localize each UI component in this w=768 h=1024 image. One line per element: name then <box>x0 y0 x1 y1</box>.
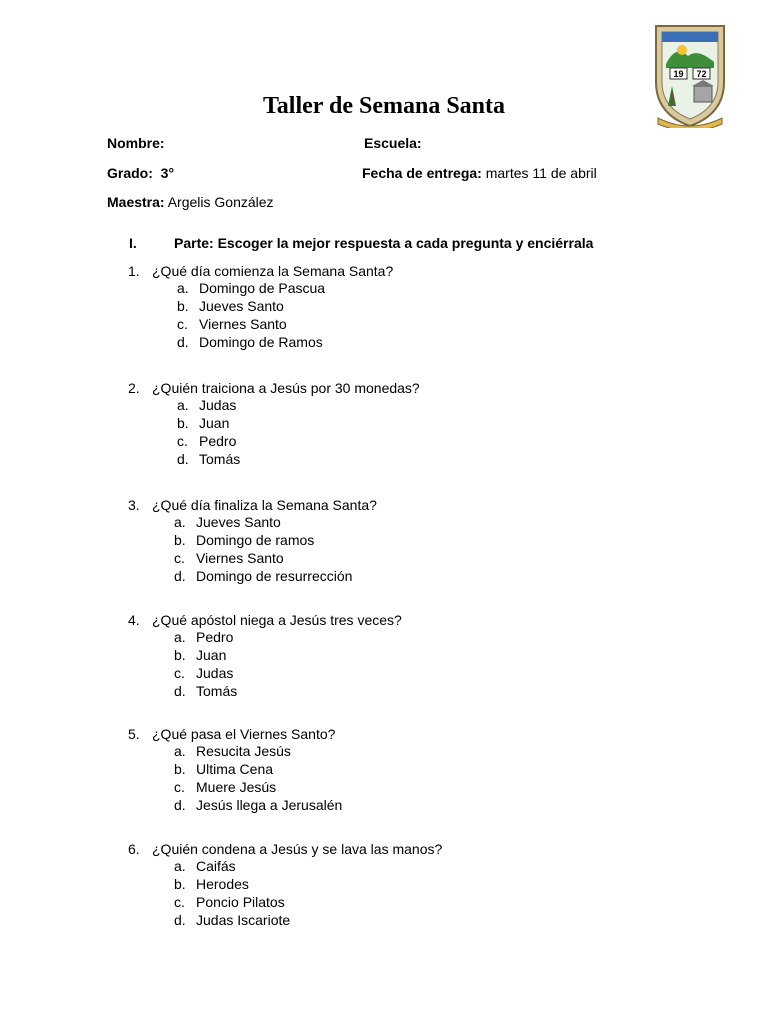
answer-option[interactable]: d. Tomás <box>177 451 241 467</box>
maestra-label: Maestra: <box>107 194 165 210</box>
answer-options <box>174 628 402 700</box>
maestra-field <box>107 194 274 210</box>
fecha-label: Fecha de entrega: <box>362 165 482 181</box>
answer-option[interactable]: b. Jueves Santo <box>177 298 284 314</box>
answer-option[interactable]: c. Muere Jesús <box>174 779 277 795</box>
question-number: 6. <box>128 841 140 857</box>
answer-option[interactable]: a. Resucita Jesús <box>174 743 291 759</box>
section-number: I. <box>129 235 137 251</box>
answer-option[interactable]: b. Ultima Cena <box>174 761 274 777</box>
crest-year-right: 72 <box>696 69 707 79</box>
answer-option[interactable]: b. Domingo de ramos <box>174 532 315 548</box>
question-text: ¿Qué día finaliza la Semana Santa? <box>152 497 377 513</box>
question-6 <box>128 841 442 929</box>
question-text: ¿Qué pasa el Viernes Santo? <box>152 726 336 742</box>
question-text: ¿Qué apóstol niega a Jesús tres veces? <box>152 612 402 628</box>
answer-option[interactable]: a. Caifás <box>174 858 236 874</box>
answer-options <box>174 742 342 814</box>
answer-options <box>177 396 420 468</box>
answer-option[interactable]: d. Domingo de resurrección <box>174 568 353 584</box>
grado-field <box>107 165 174 181</box>
answer-option[interactable]: a. Judas <box>177 397 237 413</box>
question-5 <box>128 726 342 814</box>
answer-option[interactable]: c. Viernes Santo <box>174 550 284 566</box>
answer-option[interactable]: b. Juan <box>174 647 227 663</box>
escuela-label: Escuela: <box>364 135 422 151</box>
answer-option[interactable]: b. Herodes <box>174 876 249 892</box>
question-text: ¿Qué día comienza la Semana Santa? <box>152 263 394 279</box>
answer-option[interactable]: c. Poncio Pilatos <box>174 894 285 910</box>
question-number: 1. <box>128 263 140 279</box>
fecha-field <box>362 165 597 181</box>
answer-options <box>174 513 377 585</box>
answer-option[interactable]: a. Domingo de Pascua <box>177 280 326 296</box>
crest-year-left: 19 <box>673 69 684 79</box>
section-instructions: Parte: Escoger la mejor respuesta a cada pregunta y enciérrala <box>174 235 594 251</box>
answer-options <box>174 857 442 929</box>
answer-option[interactable]: d. Judas Iscariote <box>174 912 291 928</box>
question-number: 4. <box>128 612 140 628</box>
answer-option[interactable]: b. Juan <box>177 415 230 431</box>
grado-value: 3° <box>160 165 175 181</box>
escuela-field <box>364 135 422 151</box>
answer-option[interactable]: c. Viernes Santo <box>177 316 287 332</box>
section-heading <box>129 235 593 251</box>
answer-option[interactable]: a. Jueves Santo <box>174 514 281 530</box>
question-number: 5. <box>128 726 140 742</box>
answer-option[interactable]: c. Judas <box>174 665 234 681</box>
question-3 <box>128 497 377 585</box>
maestra-value: Argelis González <box>167 194 274 210</box>
nombre-field <box>107 135 165 151</box>
answer-options <box>177 279 393 351</box>
grado-label: Grado: <box>107 165 153 181</box>
answer-option[interactable]: a. Pedro <box>174 629 234 645</box>
question-number: 2. <box>128 380 140 396</box>
question-2 <box>128 380 420 468</box>
answer-option[interactable]: d. Domingo de Ramos <box>177 334 323 350</box>
page-title: Taller de Semana Santa <box>262 93 506 119</box>
question-4 <box>128 612 402 700</box>
answer-option[interactable]: d. Tomás <box>174 683 238 699</box>
answer-option[interactable]: d. Jesús llega a Jerusalén <box>174 797 343 813</box>
nombre-label: Nombre: <box>107 135 165 151</box>
question-1 <box>128 263 393 351</box>
question-text: ¿Quién condena a Jesús y se lava las manos? <box>152 841 443 857</box>
answer-option[interactable]: c. Pedro <box>177 433 237 449</box>
question-text: ¿Quién traiciona a Jesús por 30 monedas? <box>152 380 420 396</box>
fecha-value: martes 11 de abril <box>485 165 597 181</box>
question-number: 3. <box>128 497 140 513</box>
